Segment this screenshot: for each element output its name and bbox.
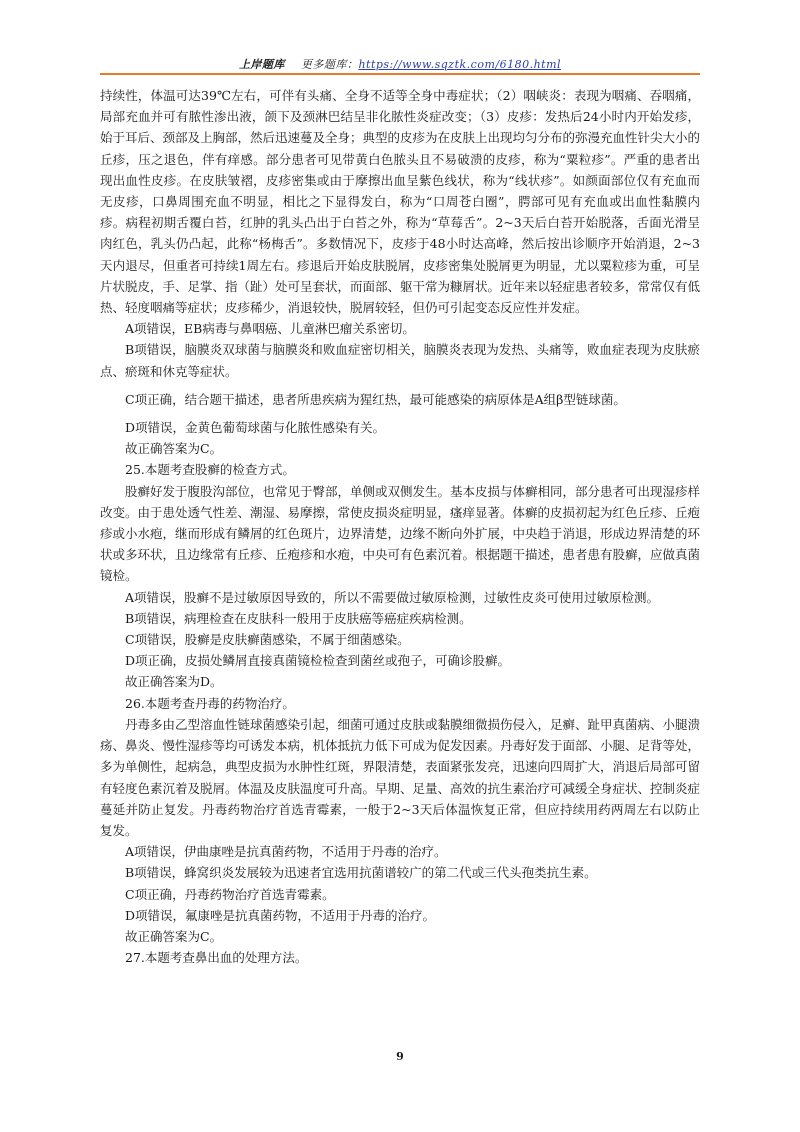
explanation-paragraph: 股癣好发于腹股沟部位，也常见于臀部，单侧或双侧发生。基本皮损与体癣相同，部分患者可出现湿疹样改变。由于患处透气性差、潮湿、易摩擦，常使皮损炎症明显，瘙痒显著。体癣的皮损初起为红色丘疹、丘疱疹或小水疱，继而形成有鳞屑的红色斑片，边界清楚，边缘不断向外扩展，中央趋于消退，形成边界清楚的环状或多环状，且边缘常有丘疹、丘疱疹和水疱，中央可有色素沉着。根据题干描述，患者患有股癣，应做真菌镜检。 <box>100 483 701 584</box>
question-heading: 25.本题考查股癣的检查方式。 <box>125 462 295 478</box>
option-analysis: D项错误，氟康唑是抗真菌药物，不适用于丹毒的治疗。 <box>125 907 436 923</box>
page-number: 9 <box>396 1050 404 1063</box>
explanation-paragraph: 丹毒多由乙型溶血性链球菌感染引起，细菌可通过皮肤或黏膜细微损伤侵入，足癣、趾甲真菌病、小腿溃疡、鼻炎、慢性湿疹等均可诱发本病，机体抵抗力低下可成为促发因素。丹毒好发于面部、小腿、足背等处，多为单侧性，起病急，典型皮损为水肿性红斑，界限清楚，表面紧张发亮，迅速向四周扩大，消退后局部可留有轻度色素沉着及脱屑。体温及皮肤温度可升高。早期、足量、高效的抗生素治疗可减缓全身症状、控制炎症蔓延并防止复发。丹毒药物治疗首选青霉素，一般于2~3天后体温恢复正常，但应持续用药两周左右以防止复发。 <box>100 716 701 838</box>
option-analysis: B项错误，脑膜炎双球菌与脑膜炎和败血症密切相关，脑膜炎表现为发热、头痛等，败血症表现为皮肤瘀点、瘀斑和休克等症状。 <box>100 342 700 379</box>
option-analysis: D项错误，金黄色葡萄球菌与化脓性感染有关。 <box>125 420 386 436</box>
option-analysis: C项错误，股癣是皮肤癣菌感染，不属于细菌感染。 <box>125 632 410 648</box>
document-body <box>100 85 700 968</box>
answer-statement: 故正确答案为C。 <box>125 928 223 944</box>
option-analysis: D项正确，皮损处鳞屑直接真菌镜检检查到菌丝或孢子，可确诊股癣。 <box>125 653 511 669</box>
answer-statement: 故正确答案为C。 <box>125 441 223 457</box>
option-analysis: B项错误，蜂窝织炎发展较为迅速者宜选用抗菌谱较广的第二代或三代头孢类抗生素。 <box>125 865 597 881</box>
question-heading: 27.本题考查鼻出血的处理方法。 <box>125 950 308 966</box>
option-analysis: A项错误，股癣不是过敏原因导致的，所以不需要做过敏原检测，过敏性皮炎可使用过敏原检测。 <box>125 589 660 605</box>
paragraph-continuation: 持续性，体温可达39℃左右，可伴有头痛、全身不适等全身中毒症状；（2）咽峡炎：表现为咽痛、吞咽痛，局部充血并可有脓性渗出液，颌下及颈淋巴结呈非化脓性炎症改变；（3）皮疹：发热后24小时内开始发疹，始于耳后、颈部及上胸部，然后迅速蔓及全身；典型的皮疹为在皮肤上出现均匀分布的弥漫充血性针尖大小的丘疹，压之退色，伴有痒感。部分患者可见带黄白色脓头且不易破溃的皮疹，称为“粟粒疹”。严重的患者出现出血性皮疹。在皮肤皱褶，皮疹密集或由于摩擦出血呈紫色线状，称为“线状疹”。如颜面部位仅有充血而无皮疹，口鼻周围充血不明显，相比之下显得发白，称为“口周苍白圈”，腭部可见有充血或出血性黏膜内疹。病程初期舌覆白苔，红肿的乳头凸出于白苔之外，称为“草莓舌”。2~3天后白苔开始脱落，舌面光滑呈肉红色，乳头仍凸起，此称“杨梅舌”。多数情况下，皮疹于48小时达高峰，然后按出诊顺序开始消退，2~3天内退尽，但重者可持续1周左右。疹退后开始皮肤脱屑，皮疹密集处脱屑更为明显，尤以粟粒疹为重，可呈片状脱皮，手、足掌、指（趾）处可呈套状，而面部、躯干常为糠屑状。近年来以轻症患者较多，常常仅有低热、轻度咽痛等症状；皮疹稀少，消退较快，脱屑较轻，但仍可引起变态反应性并发症。 <box>100 88 701 316</box>
option-analysis: A项错误，伊曲康唑是抗真菌药物，不适用于丹毒的治疗。 <box>125 844 447 860</box>
option-analysis: C项正确，结合题干描述，患者所患疾病为猩红热，最可能感染的病原体是A组β型链球菌。 <box>125 391 626 407</box>
header-divider <box>100 73 700 75</box>
answer-statement: 故正确答案为D。 <box>125 674 223 690</box>
option-analysis: A项错误，EB病毒与鼻咽癌、儿童淋巴瘤关系密切。 <box>125 321 415 337</box>
option-analysis: B项错误，病理检查在皮肤科一般用于皮肤癌等癌症疾病检测。 <box>125 610 472 626</box>
more-label: 更多题库： <box>300 58 359 71</box>
site-name: 上岸题库 <box>238 58 285 71</box>
page-header <box>100 56 700 72</box>
question-heading: 26.本题考查丹毒的药物治疗。 <box>125 695 295 711</box>
header-link[interactable]: https://www.sqztk.com/6180.html <box>358 58 562 71</box>
option-analysis: C项正确，丹毒药物治疗首选青霉素。 <box>125 886 335 902</box>
